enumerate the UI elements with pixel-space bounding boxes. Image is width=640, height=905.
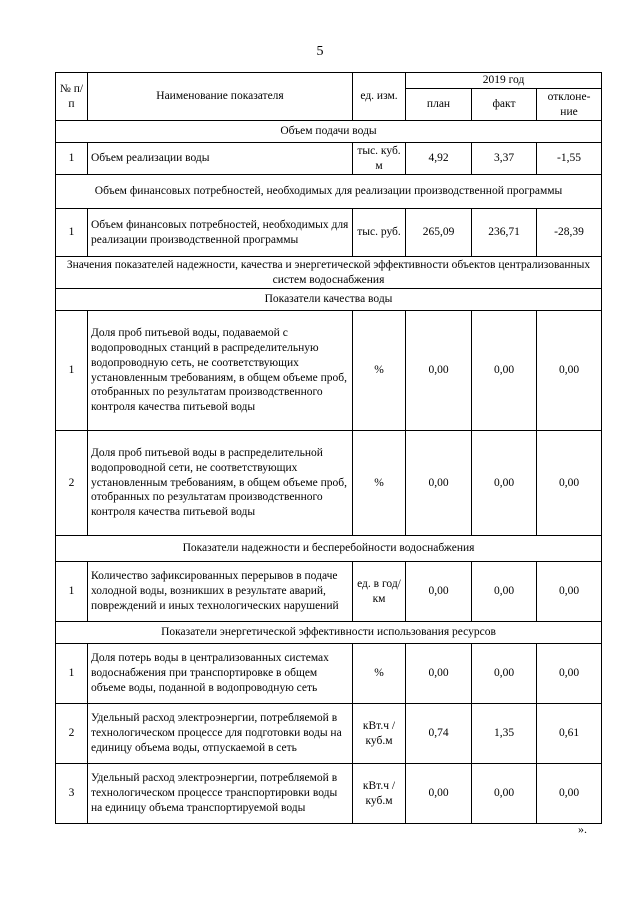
section-row xyxy=(56,121,602,143)
section-row xyxy=(56,622,602,644)
header-plan: план xyxy=(406,89,472,121)
row-deviation: 0,00 xyxy=(537,764,602,824)
row-name: Удельный расход электроэнергии, потребляемой в технологическом процессе для подготовки воды на единицу объема воды, отпускаемой в сеть xyxy=(88,704,353,764)
header-year: 2019 год xyxy=(406,73,602,89)
indicators-table xyxy=(55,72,602,824)
row-unit: тыс. руб. xyxy=(353,209,406,257)
closing-quote: ». xyxy=(578,822,587,836)
row-plan: 0,00 xyxy=(406,431,472,536)
section-row xyxy=(56,536,602,562)
row-deviation: -1,55 xyxy=(537,143,602,175)
row-deviation: 0,00 xyxy=(537,311,602,431)
table-row xyxy=(56,209,602,257)
row-deviation: -28,39 xyxy=(537,209,602,257)
table-row xyxy=(56,644,602,704)
row-name: Количество зафиксированных перерывов в подаче холодной воды, возникших в результате аварий, повреждений и иных технологических нарушений xyxy=(88,562,353,622)
section-title: Показатели надежности и бесперебойности водоснабжения xyxy=(56,536,602,562)
row-unit: % xyxy=(353,431,406,536)
table-row xyxy=(56,311,602,431)
row-plan: 265,09 xyxy=(406,209,472,257)
row-unit: кВт.ч / куб.м xyxy=(353,704,406,764)
table-row xyxy=(56,562,602,622)
row-plan: 0,74 xyxy=(406,704,472,764)
row-num: 2 xyxy=(56,431,88,536)
row-plan: 0,00 xyxy=(406,311,472,431)
header-num: № п/п xyxy=(56,73,88,121)
row-num: 3 xyxy=(56,764,88,824)
section-title: Показатели качества воды xyxy=(56,289,602,311)
header-unit: ед. изм. xyxy=(353,73,406,121)
row-plan: 0,00 xyxy=(406,562,472,622)
row-num: 1 xyxy=(56,311,88,431)
row-unit: тыс. куб. м xyxy=(353,143,406,175)
row-deviation: 0,00 xyxy=(537,431,602,536)
row-name: Доля потерь воды в централизованных системах водоснабжения при транспортировке в общем объеме воды, поданной в водопроводную сеть xyxy=(88,644,353,704)
header-fact: факт xyxy=(472,89,537,121)
section-title: Показатели энергетической эффективности использования ресурсов xyxy=(56,622,602,644)
row-fact: 0,00 xyxy=(472,431,537,536)
row-fact: 0,00 xyxy=(472,644,537,704)
section-title: Объем финансовых потребностей, необходимых для реализации производственной программы xyxy=(56,175,602,209)
section-title: Объем подачи воды xyxy=(56,121,602,143)
row-fact: 3,37 xyxy=(472,143,537,175)
row-name: Объем финансовых потребностей, необходимых для реализации производственной программы xyxy=(88,209,353,257)
row-num: 1 xyxy=(56,644,88,704)
row-fact: 0,00 xyxy=(472,562,537,622)
row-num: 1 xyxy=(56,209,88,257)
row-name: Доля проб питьевой воды, подаваемой с водопроводных станций в распределительную водопроводную сеть, не соответствующих установленным требованиям, в общем объеме проб, отобранных по результатам производственного контроля качества питьевой воды xyxy=(88,311,353,431)
row-fact: 1,35 xyxy=(472,704,537,764)
row-plan: 4,92 xyxy=(406,143,472,175)
section-title: Значения показателей надежности, качества и энергетической эффективности объектов централизованных систем водоснабжения xyxy=(56,257,602,289)
row-unit: % xyxy=(353,644,406,704)
row-num: 2 xyxy=(56,704,88,764)
row-deviation: 0,00 xyxy=(537,562,602,622)
header-deviation: отклоне-ние xyxy=(537,89,602,121)
header-row xyxy=(56,73,602,89)
page-number: 5 xyxy=(316,44,324,59)
row-name: Удельный расход электроэнергии, потребляемой в технологическом процессе транспортировки воды на единицу объема транспортируемой воды xyxy=(88,764,353,824)
row-num: 1 xyxy=(56,562,88,622)
table-row xyxy=(56,143,602,175)
row-plan: 0,00 xyxy=(406,644,472,704)
row-fact: 236,71 xyxy=(472,209,537,257)
row-deviation: 0,61 xyxy=(537,704,602,764)
row-unit: ед. в год/ км xyxy=(353,562,406,622)
row-name: Объем реализации воды xyxy=(88,143,353,175)
row-deviation: 0,00 xyxy=(537,644,602,704)
row-fact: 0,00 xyxy=(472,311,537,431)
row-unit: % xyxy=(353,311,406,431)
row-plan: 0,00 xyxy=(406,764,472,824)
row-fact: 0,00 xyxy=(472,764,537,824)
header-name: Наименование показателя xyxy=(88,73,353,121)
table-row xyxy=(56,764,602,824)
section-row xyxy=(56,289,602,311)
row-unit: кВт.ч / куб.м xyxy=(353,764,406,824)
table-row xyxy=(56,704,602,764)
section-row xyxy=(56,175,602,209)
row-num: 1 xyxy=(56,143,88,175)
table-row xyxy=(56,431,602,536)
row-name: Доля проб питьевой воды в распределительной водопроводной сети, не соответствующих установленным требованиям, в общем объеме проб, отобранных по результатам производственного контроля качества питьевой воды xyxy=(88,431,353,536)
section-row xyxy=(56,257,602,289)
